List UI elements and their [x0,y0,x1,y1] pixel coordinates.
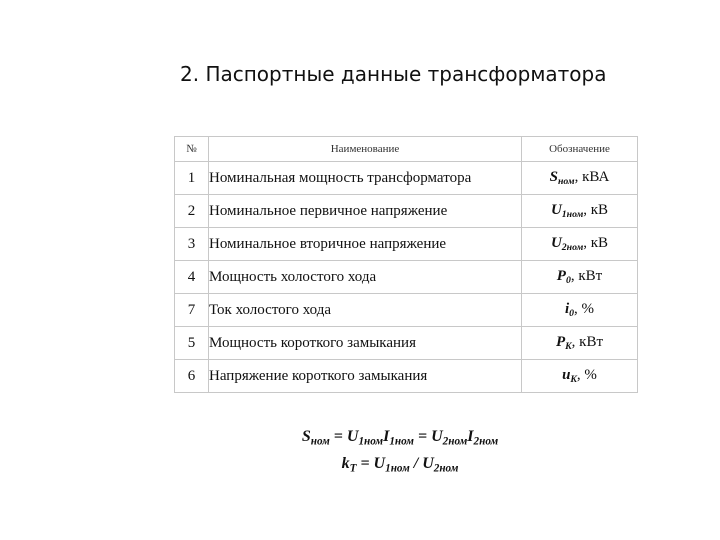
symbol-unit: , кВ [583,202,609,219]
formula-term: I [467,428,474,445]
formula-term: = U [329,428,359,445]
formula-term: S [301,428,311,445]
table-header-row [175,137,638,162]
formula-subscript: 1ном [358,435,384,448]
symbol-letter: S [549,169,559,186]
formula-transformation-ratio [180,455,620,474]
row-number: 7 [175,294,209,327]
table-row [175,327,638,360]
symbol-letter: P [556,268,566,285]
row-number: 4 [175,261,209,294]
symbol-subscript: 0 [565,274,571,286]
table-row [175,195,638,228]
row-symbol [522,228,638,261]
row-number: 5 [175,327,209,360]
row-name: Мощность холостого хода [209,261,522,294]
row-name: Номинальное первичное напряжение [209,195,522,228]
symbol-subscript: K [570,373,577,385]
symbol-letter: U [550,202,562,219]
symbol-subscript: 2ном [561,241,584,253]
formula-subscript: 1ном [385,462,410,475]
row-number: 1 [175,162,209,195]
row-symbol [522,294,638,327]
symbol-letter: P [555,334,566,351]
header-number: № [175,137,209,162]
symbol-subscript: ном [558,175,575,187]
symbol-subscript: 1ном [561,208,584,220]
row-symbol [522,360,638,393]
row-name: Напряжение короткого замыкания [209,360,522,393]
page-title: 2. Паспортные данные трансформатора [180,62,607,86]
formula-term: I [383,428,390,445]
table-row [175,261,638,294]
table-row [175,360,638,393]
row-symbol [522,261,638,294]
formula-subscript: T [349,462,357,475]
row-number: 2 [175,195,209,228]
symbol-unit: , кВ [583,235,609,252]
table-row [175,228,638,261]
symbol-letter: u [562,367,571,384]
row-symbol [522,327,638,360]
row-name: Мощность короткого замыкания [209,327,522,360]
formula-term: = U [413,428,443,445]
table-row [175,294,638,327]
formula-subscript: ном [310,435,330,448]
formula-term: k [341,455,350,472]
symbol-subscript: 0 [569,307,575,319]
symbol-unit: , кВт [570,268,603,285]
formula-subscript: 2ном [473,435,499,448]
symbol-subscript: K [565,340,572,352]
row-number: 3 [175,228,209,261]
symbol-unit: , % [574,301,595,318]
header-symbol: Обозначение [522,137,638,162]
formula-subscript: 2ном [433,462,459,475]
table-row [175,162,638,195]
formula-rated-power [180,428,620,447]
row-name: Номинальное вторичное напряжение [209,228,522,261]
formula-term: = U [356,455,386,472]
symbol-letter: U [550,235,562,252]
formula-term: / U [409,455,434,472]
row-name: Ток холостого хода [209,294,522,327]
header-name: Наименование [209,137,522,162]
symbol-unit: , кВА [574,169,610,186]
row-symbol [522,195,638,228]
symbol-letter: i [564,301,570,318]
row-number: 6 [175,360,209,393]
row-name: Номинальная мощность трансформатора [209,162,522,195]
passport-table [174,136,638,393]
symbol-unit: , кВт [571,334,604,351]
formula-subscript: 2ном [442,435,468,448]
formula-subscript: 1ном [389,435,414,448]
symbol-unit: , % [576,367,597,384]
row-symbol [522,162,638,195]
